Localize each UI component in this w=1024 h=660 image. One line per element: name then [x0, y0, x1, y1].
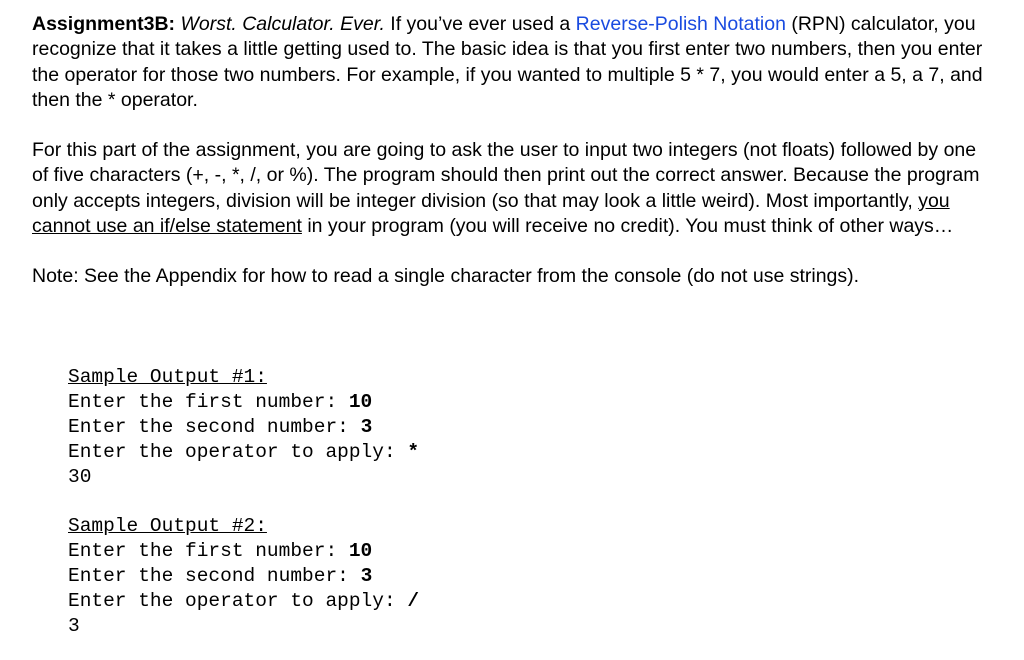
sample-header: Sample Output #1: [68, 366, 267, 388]
instructions-text-start: For this part of the assignment, you are going to ask the user to input two integers (not floats) followed by one of five characters (+, -, *, /, or %). The program should then print out the correct answer. Because the program only accepts integers, division will be integer division (so that may look a little weird). Most importantly, [32, 139, 980, 212]
console-line [68, 564, 419, 589]
console-line [68, 539, 419, 564]
console-input: / [407, 590, 420, 612]
console-prompt: Enter the operator to apply: [68, 441, 408, 463]
console-prompt: Enter the second number: [68, 416, 361, 438]
note-paragraph: Note: See the Appendix for how to read a single character from the console (do not use strings). [32, 265, 860, 288]
intro-paragraph [32, 12, 992, 113]
instructions-text-end: in your program (you will receive no credit). You must think of other ways… [301, 215, 954, 238]
sample-output-1 [68, 365, 419, 490]
instructions-paragraph [32, 138, 992, 239]
console-prompt: Enter the first number: [68, 391, 349, 413]
console-input: 10 [348, 540, 373, 562]
intro-text-end: (RPN) calculator, you recognize that it takes a little getting used to. The basic idea is that you first enter two numbers, then you enter the operator for those two numbers. For example, if you wanted to multiple 5 * 7, you would enter a 5, a 7, and then the * operator. [32, 13, 983, 111]
console-input: 3 [360, 565, 373, 587]
console-line [68, 415, 419, 440]
console-result: 30 [68, 466, 92, 488]
assignment-subtitle: Worst. Calculator. Ever. [180, 13, 385, 35]
console-prompt: Enter the first number: [68, 540, 349, 562]
console-prompt: Enter the operator to apply: [68, 590, 408, 612]
console-input: 10 [348, 391, 373, 413]
console-input: 3 [360, 416, 373, 438]
console-input: * [407, 441, 420, 463]
console-line [68, 589, 419, 614]
no-if-else-warning: you cannot use an if/else statement [32, 189, 950, 238]
sample-output-2 [68, 514, 419, 639]
console-line [68, 440, 419, 465]
sample-header: Sample Output #2: [68, 515, 267, 537]
console-line [68, 390, 419, 415]
rpn-link[interactable]: Reverse-Polish Notation [575, 13, 786, 35]
console-result: 3 [68, 615, 80, 637]
document-body [32, 12, 992, 290]
assignment-title: Assignment3B: [32, 13, 176, 35]
console-prompt: Enter the second number: [68, 565, 361, 587]
intro-text-start: If you’ve ever used a [384, 13, 576, 35]
